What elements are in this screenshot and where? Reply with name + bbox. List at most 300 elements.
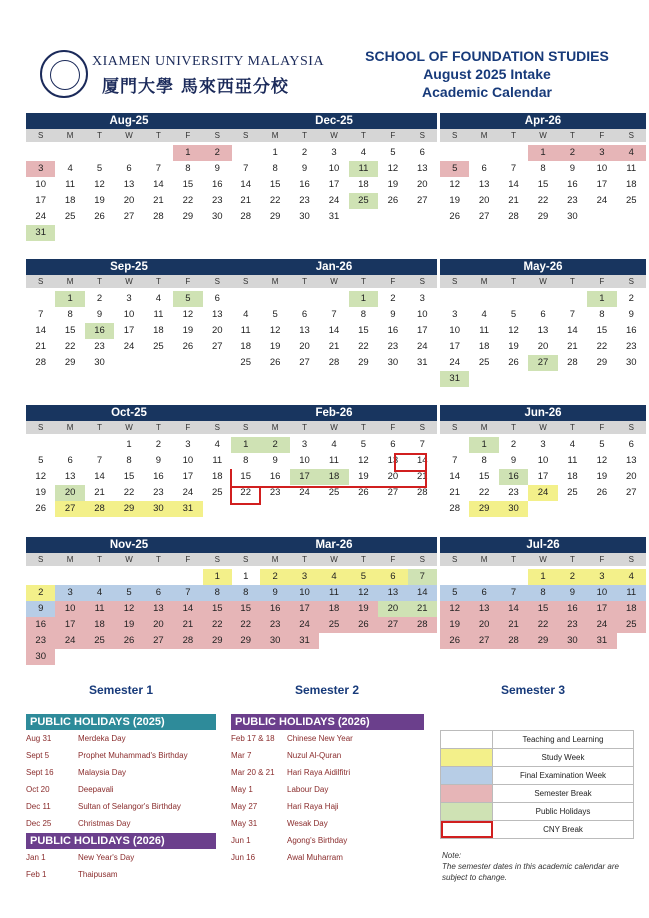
holiday-name: Merdeka Day: [78, 734, 126, 743]
legend-swatch-teaching: [441, 731, 493, 748]
holiday-row: [26, 764, 216, 781]
day-cell: 2: [260, 569, 289, 585]
day-cell: 24: [55, 633, 84, 649]
day-cell: 3: [55, 585, 84, 601]
day-cell: 25: [478, 357, 490, 368]
weekday-label: S: [452, 423, 458, 432]
day-cell: 7: [408, 569, 437, 585]
day-cell: 25: [211, 487, 223, 498]
day-cell: 8: [67, 309, 73, 320]
day-cell: 28: [240, 211, 251, 222]
weekday-label: F: [390, 555, 396, 564]
day-cell: 23: [567, 195, 578, 206]
weekday-label: S: [419, 277, 425, 286]
weekday-label: M: [66, 277, 74, 286]
weekday-label: T: [97, 555, 102, 564]
empty-day-cell: [558, 291, 587, 307]
day-cell: 6: [378, 569, 407, 585]
day-cell: 10: [537, 455, 549, 466]
day-cell: 6: [469, 585, 498, 601]
weekday-header: [440, 275, 646, 288]
day-cell: 15: [537, 179, 549, 190]
day-cell: 3: [185, 439, 191, 450]
weekday-label: F: [599, 277, 605, 286]
day-cell: 29: [537, 211, 549, 222]
holiday-name: Malaysia Day: [78, 768, 127, 777]
day-cell: 4: [243, 309, 249, 320]
day-cell: 23: [387, 341, 399, 352]
day-cell: 24: [416, 341, 428, 352]
day-cell: 27: [378, 617, 407, 633]
day-cell: 11: [567, 455, 578, 466]
empty-day-cell: [144, 569, 173, 585]
day-cell: 21: [153, 195, 164, 206]
day-cell: 6: [628, 439, 634, 450]
weekday-header: [440, 553, 646, 566]
day-cell: 29: [203, 633, 232, 649]
day-cell: 15: [269, 179, 281, 190]
weekday-label: M: [480, 277, 488, 286]
day-cell: 22: [64, 341, 76, 352]
weekday-label: T: [569, 555, 575, 564]
holiday-row: [26, 815, 216, 832]
month-calendar: [440, 113, 646, 225]
weekday-label: W: [539, 131, 547, 140]
day-cell: 23: [558, 617, 587, 633]
weekday-header: [231, 275, 437, 288]
semester-1-label: Semester 1: [88, 683, 154, 697]
weekday-label: S: [38, 277, 44, 286]
holiday-date: Aug 31: [26, 734, 52, 743]
day-cell: 5: [114, 585, 143, 601]
day-cell: 12: [358, 455, 369, 466]
day-cell: 1: [231, 437, 260, 453]
day-cell: 21: [499, 617, 528, 633]
day-cell: 7: [243, 163, 249, 174]
day-cell: 2: [301, 147, 308, 158]
day-cell: 17: [449, 341, 460, 352]
day-cell: 26: [387, 195, 399, 206]
day-cell: 14: [240, 179, 251, 190]
weekday-label: T: [360, 131, 366, 140]
month-title: Feb-26: [231, 405, 437, 421]
day-cell: 16: [269, 471, 281, 482]
day-cell: 31: [587, 633, 616, 649]
month-calendar: [26, 537, 232, 665]
day-cell: 5: [360, 439, 367, 450]
day-cell: 17: [596, 179, 608, 190]
day-cell: 29: [596, 357, 608, 368]
public-holidays-2025-table: [26, 714, 216, 883]
legend-label: CNY Break: [543, 825, 583, 834]
legend-label: Study Week: [541, 753, 585, 762]
day-cell: 7: [452, 455, 458, 466]
day-cell: 20: [144, 617, 173, 633]
day-cell: 27: [469, 633, 498, 649]
day-cell: 20: [625, 471, 637, 482]
empty-day-cell: [114, 145, 143, 161]
day-cell: 10: [416, 309, 428, 320]
weekday-label: M: [480, 131, 488, 140]
day-cell: 10: [35, 179, 46, 190]
day-cell: 11: [626, 163, 637, 174]
month-calendar: [26, 405, 232, 517]
holiday-row: [26, 798, 216, 815]
day-cell: 26: [114, 633, 143, 649]
day-cell: 13: [144, 601, 173, 617]
day-cell: 1: [272, 147, 278, 158]
day-cell: 8: [185, 163, 191, 174]
day-cell: 17: [587, 601, 616, 617]
day-cell: 23: [260, 617, 289, 633]
weekday-label: T: [360, 277, 366, 286]
weekday-label: T: [97, 277, 102, 286]
public-holidays-2026-list-right: [231, 730, 424, 866]
day-cell: 28: [499, 633, 528, 649]
empty-day-cell: [440, 569, 469, 585]
day-cell: 25: [85, 633, 114, 649]
day-cell: 10: [596, 163, 608, 174]
day-cell: 16: [567, 179, 578, 190]
day-grid: [440, 291, 646, 387]
weekday-header: [440, 421, 646, 434]
holiday-row: [231, 747, 424, 764]
day-cell: 16: [625, 325, 637, 336]
day-cell: 7: [419, 439, 425, 450]
day-cell: 12: [387, 163, 399, 174]
empty-day-cell: [469, 291, 498, 307]
day-cell: 29: [182, 211, 194, 222]
day-cell: 8: [272, 163, 278, 174]
holiday-row: [26, 849, 216, 866]
weekday-header: [26, 553, 232, 566]
weekday-label: T: [97, 131, 102, 140]
day-cell: 2: [628, 293, 634, 304]
day-grid: [26, 569, 232, 665]
day-cell: 26: [182, 341, 194, 352]
day-cell: 9: [569, 163, 576, 174]
day-cell: 30: [558, 633, 587, 649]
day-cell: 6: [390, 439, 396, 450]
day-cell: 26: [440, 633, 469, 649]
day-cell: 28: [449, 503, 460, 514]
day-cell: 31: [328, 211, 340, 222]
day-cell: 17: [290, 469, 319, 485]
day-cell: 27: [528, 355, 557, 371]
legend-swatch-break: [441, 785, 493, 802]
weekday-label: F: [390, 423, 396, 432]
day-cell: 9: [272, 455, 278, 466]
day-cell: 2: [26, 585, 55, 601]
weekday-label: F: [185, 555, 191, 564]
day-cell: 16: [499, 469, 528, 485]
holiday-date: Sept 5: [26, 751, 50, 760]
day-cell: 19: [508, 341, 519, 352]
day-cell: 31: [440, 371, 469, 387]
empty-day-cell: [26, 145, 55, 161]
holiday-name: Deepavali: [78, 785, 114, 794]
day-cell: 13: [387, 455, 399, 466]
empty-day-cell: [26, 291, 55, 307]
day-cell: 17: [290, 601, 319, 617]
weekday-label: T: [569, 423, 575, 432]
day-cell: 16: [387, 325, 399, 336]
day-cell: 29: [469, 501, 498, 517]
day-cell: 26: [269, 357, 281, 368]
day-cell: 30: [567, 211, 578, 222]
month-title: Jan-26: [231, 259, 437, 275]
legend-row-holiday: [440, 802, 634, 821]
day-cell: 24: [290, 617, 319, 633]
day-cell: 15: [231, 601, 260, 617]
weekday-label: S: [419, 555, 425, 564]
weekday-label: S: [214, 131, 220, 140]
weekday-label: T: [511, 277, 516, 286]
day-cell: 15: [528, 601, 557, 617]
holiday-date: May 31: [231, 819, 258, 828]
day-cell: 18: [567, 471, 578, 482]
day-cell: 16: [299, 179, 310, 190]
day-cell: 27: [416, 195, 428, 206]
day-cell: 12: [449, 179, 460, 190]
weekday-label: F: [599, 555, 605, 564]
day-cell: 20: [537, 341, 549, 352]
public-holidays-2025-heading: PUBLIC HOLIDAYS (2025): [26, 714, 216, 730]
month-calendar: [440, 405, 646, 517]
day-cell: 22: [478, 487, 490, 498]
weekday-label: F: [390, 131, 396, 140]
empty-day-cell: [499, 569, 528, 585]
weekday-label: F: [599, 131, 605, 140]
day-cell: 23: [153, 487, 164, 498]
day-cell: 14: [328, 325, 340, 336]
empty-day-cell: [231, 291, 260, 307]
empty-day-cell: [499, 291, 528, 307]
day-cell: 18: [85, 617, 114, 633]
day-cell: 8: [360, 309, 367, 320]
day-cell: 30: [26, 649, 55, 665]
day-cell: 2: [558, 145, 587, 161]
day-cell: 8: [243, 455, 249, 466]
day-cell: 26: [508, 357, 519, 368]
day-cell: 15: [64, 325, 76, 336]
day-cell: 5: [440, 161, 469, 177]
day-cell: 12: [35, 471, 46, 482]
weekday-label: T: [155, 555, 161, 564]
day-cell: 1: [528, 145, 557, 161]
day-cell: 20: [211, 325, 223, 336]
weekday-label: T: [360, 423, 366, 432]
day-cell: 26: [35, 503, 46, 514]
holiday-date: Feb 17 & 18: [231, 734, 275, 743]
day-cell: 1: [349, 291, 378, 307]
day-cell: 17: [35, 195, 46, 206]
holiday-name: Wesak Day: [287, 819, 328, 828]
empty-day-cell: [469, 145, 498, 161]
day-cell: 13: [625, 455, 637, 466]
empty-day-cell: [469, 569, 498, 585]
day-cell: 2: [260, 437, 289, 453]
day-cell: 31: [416, 357, 428, 368]
day-cell: 4: [360, 147, 367, 158]
day-cell: 5: [38, 455, 44, 466]
public-holidays-2026-table: [231, 714, 424, 866]
day-cell: 25: [240, 357, 251, 368]
day-grid: [26, 437, 232, 517]
month-title: Oct-25: [26, 405, 232, 421]
holiday-date: Dec 11: [26, 802, 51, 811]
weekday-label: W: [330, 131, 338, 140]
day-cell: 10: [123, 309, 135, 320]
page-header: [0, 0, 649, 110]
day-cell: 30: [211, 211, 223, 222]
day-cell: 16: [26, 617, 55, 633]
holiday-name: Awal Muharram: [287, 853, 343, 862]
holiday-row: [231, 730, 424, 747]
university-seal-logo: [40, 50, 88, 98]
month-calendar: [231, 259, 437, 371]
day-cell: 29: [231, 633, 260, 649]
day-cell: 21: [449, 487, 460, 498]
day-cell: 6: [126, 163, 132, 174]
day-cell: 8: [203, 585, 232, 601]
day-cell: 25: [319, 617, 348, 633]
weekday-label: M: [66, 555, 74, 564]
day-cell: 3: [587, 569, 616, 585]
public-holidays-2025-list: [26, 730, 216, 832]
day-cell: 6: [419, 147, 425, 158]
day-cell: 5: [390, 147, 396, 158]
day-cell: 15: [203, 601, 232, 617]
day-cell: 18: [153, 325, 164, 336]
month-title: Aug-25: [26, 113, 232, 129]
day-cell: 11: [65, 179, 76, 190]
day-cell: 24: [299, 487, 310, 498]
day-cell: 7: [510, 163, 517, 174]
empty-day-cell: [440, 437, 469, 453]
day-cell: 1: [203, 569, 232, 585]
holiday-name: Thaipusam: [78, 870, 118, 879]
legend-row-cny: [440, 820, 634, 839]
day-cell: 22: [537, 195, 549, 206]
day-cell: 26: [449, 211, 460, 222]
day-cell: 30: [260, 633, 289, 649]
empty-day-cell: [85, 437, 114, 453]
day-cell: 19: [596, 471, 608, 482]
day-cell: 9: [510, 455, 517, 466]
weekday-label: W: [330, 277, 338, 286]
month-calendar: [26, 259, 232, 371]
day-cell: 7: [96, 455, 103, 466]
semester-3-label: Semester 3: [500, 683, 566, 697]
weekday-label: S: [38, 423, 44, 432]
legend-label: Public Holidays: [535, 807, 591, 816]
day-cell: 10: [587, 585, 616, 601]
day-cell: 20: [469, 617, 498, 633]
day-cell: 13: [64, 471, 76, 482]
weekday-header: [26, 129, 232, 142]
day-cell: 16: [211, 179, 223, 190]
holiday-row: [26, 866, 216, 883]
day-cell: 4: [331, 439, 337, 450]
day-cell: 6: [301, 309, 308, 320]
day-cell: 13: [211, 309, 223, 320]
day-cell: 5: [173, 291, 202, 307]
day-cell: 22: [240, 487, 251, 498]
holiday-row: [231, 815, 424, 832]
day-cell: 22: [596, 341, 608, 352]
day-cell: 4: [617, 145, 646, 161]
day-cell: 20: [478, 195, 490, 206]
weekday-label: T: [302, 277, 307, 286]
day-cell: 21: [508, 195, 519, 206]
empty-day-cell: [499, 145, 528, 161]
empty-day-cell: [85, 569, 114, 585]
day-cell: 19: [349, 601, 378, 617]
day-cell: 30: [499, 501, 528, 517]
day-cell: 13: [299, 325, 310, 336]
weekday-label: M: [480, 423, 488, 432]
weekday-label: F: [185, 277, 191, 286]
cny-break-outline-tail: [230, 486, 261, 505]
weekday-header: [26, 275, 232, 288]
weekday-label: F: [599, 423, 605, 432]
weekday-label: S: [628, 277, 634, 286]
day-cell: 2: [155, 439, 162, 450]
day-cell: 9: [26, 601, 55, 617]
day-cell: 5: [349, 569, 378, 585]
legend-label: Semester Break: [534, 789, 592, 798]
day-cell: 4: [67, 163, 73, 174]
holiday-date: Sept 16: [26, 768, 54, 777]
weekday-label: T: [569, 131, 575, 140]
day-cell: 10: [182, 455, 194, 466]
weekday-label: T: [155, 423, 161, 432]
day-cell: 11: [153, 309, 164, 320]
day-cell: 19: [440, 617, 469, 633]
day-cell: 25: [625, 195, 637, 206]
day-cell: 3: [331, 147, 337, 158]
holiday-date: Mar 20 & 21: [231, 768, 275, 777]
month-calendar: [440, 537, 646, 649]
day-cell: 15: [182, 179, 194, 190]
day-cell: 28: [416, 487, 428, 498]
day-cell: 21: [173, 617, 202, 633]
day-cell: 15: [358, 325, 369, 336]
day-cell: 9: [558, 585, 587, 601]
empty-day-cell: [440, 145, 469, 161]
day-cell: 5: [272, 309, 278, 320]
day-cell: 25: [349, 193, 378, 209]
day-cell: 27: [478, 211, 490, 222]
day-cell: 27: [625, 487, 637, 498]
day-cell: 1: [243, 571, 249, 582]
weekday-label: T: [97, 423, 102, 432]
day-cell: 28: [567, 357, 578, 368]
day-cell: 22: [123, 487, 135, 498]
day-cell: 24: [328, 195, 340, 206]
weekday-label: T: [302, 555, 307, 564]
holiday-date: Mar 7: [231, 751, 252, 760]
day-cell: 16: [153, 471, 164, 482]
day-cell: 27: [144, 633, 173, 649]
day-cell: 11: [617, 585, 646, 601]
day-grid: [231, 291, 437, 371]
month-calendar: [231, 113, 437, 225]
holiday-row: [231, 849, 424, 866]
holiday-name: Hari Raya Aidilfitri: [287, 768, 351, 777]
empty-day-cell: [26, 569, 55, 585]
